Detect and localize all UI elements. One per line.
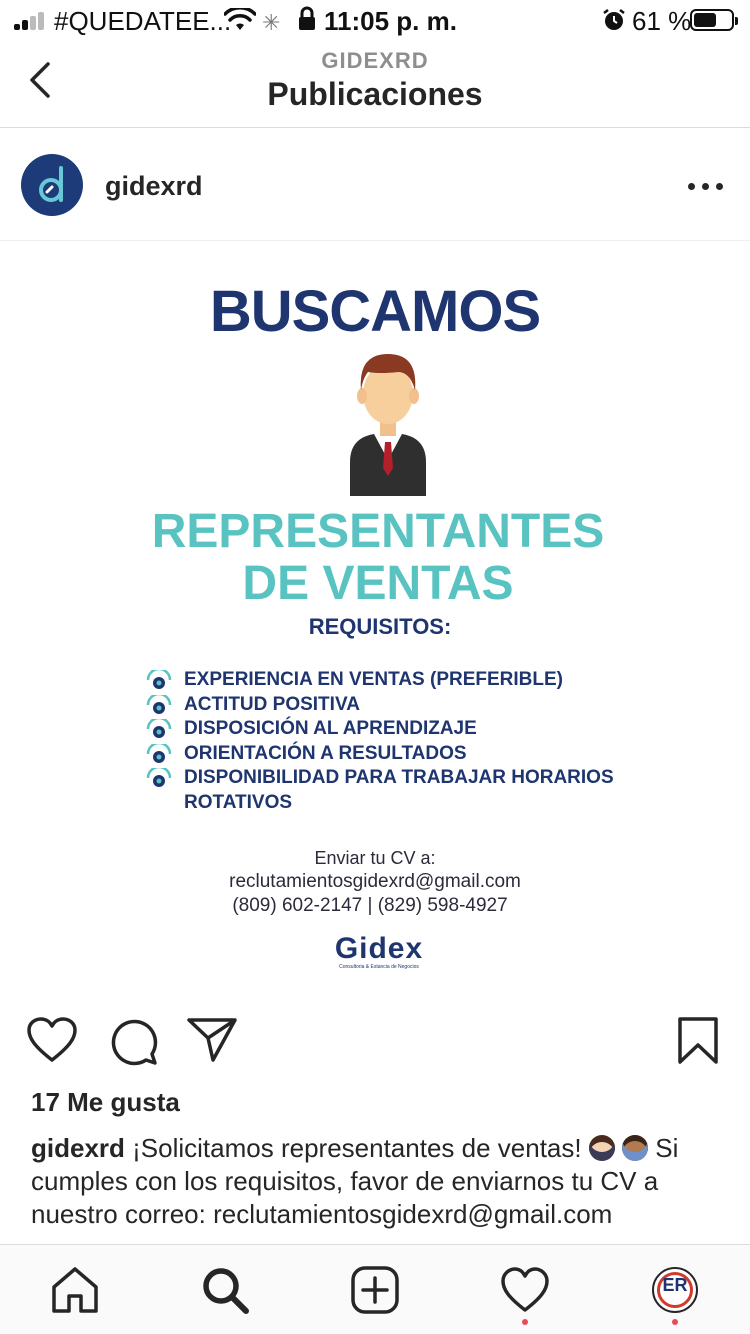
carrier-name: #QUEDATEE... xyxy=(54,6,232,36)
activity-icon[interactable] xyxy=(500,1265,550,1315)
search-icon[interactable] xyxy=(200,1265,250,1315)
bullet-icon xyxy=(146,768,172,788)
image-headline: BUSCAMOS xyxy=(209,279,541,344)
bullet-icon xyxy=(146,744,172,764)
nav-header xyxy=(0,40,750,128)
nav-subtitle: GIDEXRD xyxy=(321,48,429,73)
bullet-icon xyxy=(146,670,172,690)
tab-bar xyxy=(0,1244,750,1334)
heart-icon[interactable] xyxy=(26,1016,78,1064)
add-post-icon[interactable] xyxy=(350,1265,400,1315)
contact-email: reclutamientosgidexrd@gmail.com xyxy=(229,871,521,892)
post-caption xyxy=(31,1132,721,1244)
bullet-icon xyxy=(146,695,172,715)
gidex-logo-icon xyxy=(21,154,83,216)
bullet-icon xyxy=(146,719,172,739)
alarm-icon xyxy=(602,8,626,32)
rotation-lock-icon xyxy=(298,6,316,32)
home-icon[interactable] xyxy=(50,1265,100,1315)
wifi-icon xyxy=(224,8,256,32)
battery-icon xyxy=(690,9,734,31)
contact-phones: (809) 602-2147 | (829) 598-4927 xyxy=(232,895,508,916)
requirements-list xyxy=(146,668,666,815)
battery-fill xyxy=(694,13,716,27)
list-item: DISPONIBILIDAD PARA TRABAJAR HORARIOS ROTATIVOS xyxy=(146,766,666,815)
avatar[interactable] xyxy=(21,154,83,216)
caption-text-2: Si cumples con los requisitos, favor de enviarnos tu CV a nuestro correo: reclutamientosgidexrd@gmail.com xyxy=(31,1133,679,1229)
signal-strength-icon xyxy=(14,10,50,30)
logo-tagline: Consultoria & Estancia de Negocios xyxy=(339,964,419,970)
gidex-logo xyxy=(324,932,434,970)
comment-icon[interactable] xyxy=(108,1016,158,1066)
list-item: ORIENTACIÓN A RESULTADOS xyxy=(146,742,666,767)
post-actions xyxy=(0,1010,750,1070)
image-role-line1: REPRESENTANTES xyxy=(151,505,605,558)
more-icon[interactable] xyxy=(688,181,724,193)
activity-spinner-icon: ✳ xyxy=(262,10,281,35)
caption-text-1: ¡Solicitamos representantes de ventas! xyxy=(124,1133,589,1163)
businessman-emoji-icon xyxy=(622,1135,648,1161)
bookmark-icon[interactable] xyxy=(676,1016,720,1066)
status-time: 11:05 p. m. xyxy=(324,6,457,36)
businesswoman-emoji-icon xyxy=(589,1135,615,1161)
caption-username[interactable]: gidexrd xyxy=(31,1133,125,1163)
profile-initials-logo: ER xyxy=(662,1275,688,1295)
battery-percent: 61 % xyxy=(632,6,692,36)
logo-text: Gidex xyxy=(334,932,424,965)
post-username[interactable]: gidexrd xyxy=(105,171,203,201)
share-icon[interactable] xyxy=(186,1016,238,1064)
list-item: ACTITUD POSITIVA xyxy=(146,693,666,718)
status-bar xyxy=(0,0,750,40)
businessman-illustration xyxy=(340,350,436,496)
profile-notification-dot xyxy=(672,1319,678,1325)
post-header xyxy=(0,129,750,241)
list-item: DISPOSICIÓN AL APRENDIZAJE xyxy=(146,717,666,742)
list-item: EXPERIENCIA EN VENTAS (PREFERIBLE) xyxy=(146,668,666,693)
image-role-line2: DE VENTAS xyxy=(242,557,514,610)
likes-count[interactable]: 17 Me gusta xyxy=(31,1087,180,1117)
requirements-title: REQUISITOS: xyxy=(308,614,452,639)
post-image[interactable] xyxy=(0,242,750,992)
page-title: Publicaciones xyxy=(267,76,483,112)
activity-notification-dot xyxy=(522,1319,528,1325)
send-cv-label: Enviar tu CV a: xyxy=(314,848,436,868)
profile-avatar[interactable] xyxy=(652,1267,698,1313)
